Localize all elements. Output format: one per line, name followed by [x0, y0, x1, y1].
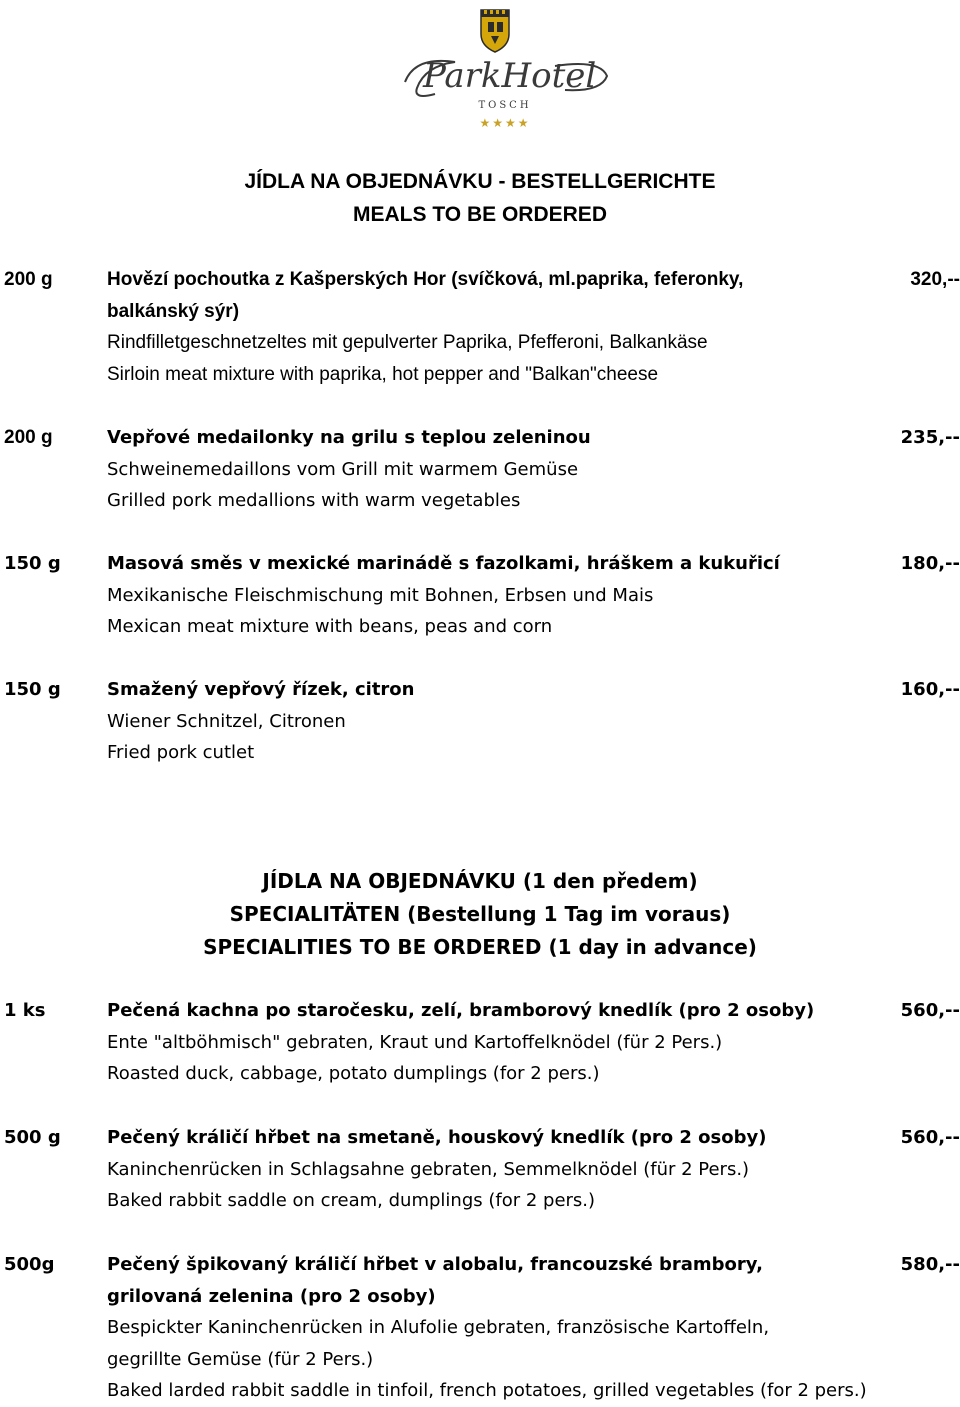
item-name-cz-cont: balkánský sýr): [107, 300, 240, 322]
item-quantity: 500 g: [4, 1127, 61, 1148]
item-quantity: 200 g: [4, 269, 53, 290]
logo-wordmark: ParkHotel: [423, 56, 597, 96]
section1-title-line2: MEALS TO BE ORDERED: [353, 203, 607, 226]
section1-title-line1: JÍDLA NA OBJEDNÁVKU - BESTELLGERICHTE: [244, 170, 716, 193]
item-quantity: 200 g: [4, 427, 53, 448]
item-name-cz: Vepřové medailonky na grilu s teplou zeleninou: [107, 427, 591, 448]
section2-title-line2: SPECIALITÄTEN (Bestellung 1 Tag im voraus): [229, 902, 731, 926]
item-name-cz: Pečený králičí hřbet na smetaně, houskový knedlík (pro 2 osoby): [107, 1127, 767, 1148]
item-quantity: 1 ks: [4, 1000, 46, 1021]
item-name-cz-cont: grilovaná zelenina (pro 2 osoby): [107, 1285, 436, 1307]
item-name-en: Sirloin meat mixture with paprika, hot pepper and "Balkan"cheese: [107, 363, 659, 385]
item-price: 160,--: [900, 679, 960, 700]
item-name-en: Fried pork cutlet: [107, 742, 255, 764]
item-name-cz: Pečená kachna po staročesku, zelí, bramborový knedlík (pro 2 osoby): [107, 1000, 815, 1021]
item-name-de: Mexikanische Fleischmischung mit Bohnen, Erbsen und Mais: [107, 584, 654, 606]
item-quantity: 150 g: [4, 553, 61, 574]
item-price: 580,--: [900, 1254, 960, 1275]
item-price: 180,--: [900, 553, 960, 574]
item-name-cz: Hovězí pochoutka z Kašperských Hor (svíčková, ml.paprika, feferonky,: [107, 269, 744, 290]
section2-title-line1: JÍDLA NA OBJEDNÁVKU (1 den předem): [262, 869, 698, 893]
item-name-en: Roasted duck, cabbage, potato dumplings (for 2 pers.): [107, 1063, 600, 1085]
item-price: 560,--: [900, 1127, 960, 1148]
item-name-cz: Smažený vepřový řízek, citron: [107, 679, 415, 700]
item-name-de: Bespickter Kaninchenrücken in Alufolie gebraten, französische Kartoffeln,: [107, 1317, 770, 1339]
item-name-de: Wiener Schnitzel, Citronen: [107, 710, 346, 732]
item-name-de: Kaninchenrücken in Schlagsahne gebraten, Semmelknödel (für 2 Pers.): [107, 1158, 750, 1180]
item-price: 235,--: [900, 427, 960, 448]
item-name-de: Rindfilletgeschnetzeltes mit gepulverter Paprika, Pfefferoni, Balkankäse: [107, 332, 708, 354]
logo-subtitle: TOSCH: [478, 100, 532, 111]
hotel-logo: [395, 4, 615, 136]
logo-stars: ★★★★: [479, 116, 531, 130]
item-name-de: Ente "altböhmisch" gebraten, Kraut und Kartoffelknödel (für 2 Pers.): [107, 1031, 723, 1053]
item-name-cz: Pečený špikovaný králičí hřbet v alobalu, francouzské brambory,: [107, 1254, 763, 1275]
item-name-de: Schweinemedaillons vom Grill mit warmem Gemüse: [107, 458, 579, 480]
item-name-cz: Masová směs v mexické marinádě s fazolkami, hráškem a kukuřicí: [107, 553, 780, 574]
section2-title-line3: SPECIALITIES TO BE ORDERED (1 day in advance): [203, 935, 757, 959]
item-quantity: 500g: [4, 1254, 55, 1275]
item-name-en: Mexican meat mixture with beans, peas and corn: [107, 616, 553, 638]
item-price: 560,--: [900, 1000, 960, 1021]
item-price: 320,--: [910, 269, 960, 290]
item-name-en: Baked rabbit saddle on cream, dumplings (for 2 pers.): [107, 1190, 596, 1212]
item-name-en: Grilled pork medallions with warm vegetables: [107, 490, 521, 512]
item-quantity: 150 g: [4, 679, 61, 700]
item-name-de-cont: gegrillte Gemüse (für 2 Pers.): [107, 1348, 374, 1370]
item-name-en: Baked larded rabbit saddle in tinfoil, french potatoes, grilled vegetables (for 2 pers.): [107, 1380, 867, 1402]
